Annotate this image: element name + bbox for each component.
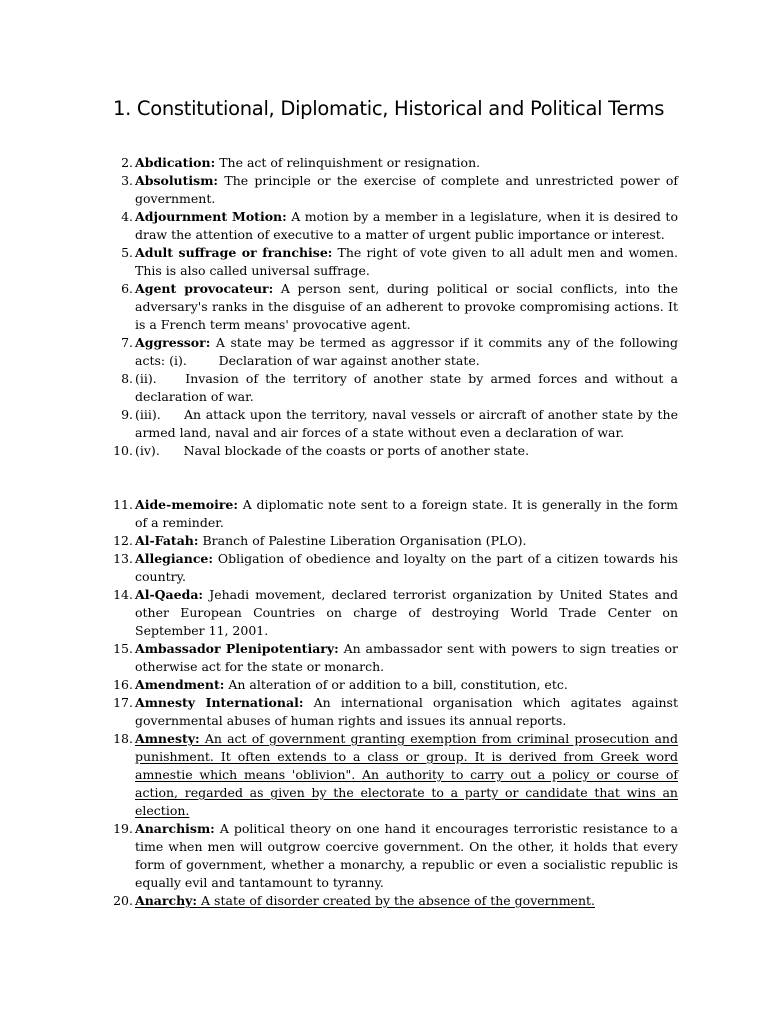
item-number: 8. [121,371,133,386]
definition: A state may be termed as aggressor if it commits any of the following acts: (i). Declaration of war against another state. [135,335,682,368]
list-item [104,532,678,550]
list-item [104,586,678,640]
item-number: 19. [113,821,133,836]
list-item [104,550,678,586]
list-item [104,208,678,244]
list-item [104,820,678,892]
spacer [104,460,678,496]
term: Al-Fatah: [135,533,199,548]
list-item [104,442,678,460]
term: Al-Qaeda: [135,587,204,602]
item-number: 5. [121,245,133,260]
term: Ambassador Plenipotentiary: [135,641,339,656]
list-item [104,640,678,676]
term: Amnesty: [135,731,200,746]
item-number: 20. [113,893,133,908]
item-number: 7. [121,335,133,350]
list-item [104,406,682,442]
definition: An act of government granting exemption from criminal prosecution and punishment. It often extends to a class or group. It is derived from Greek word amnestie which means 'oblivion". An authority to carry out a policy or course of action, regarded as given by the electorate to a party or candidate that wins an election. [135,731,678,818]
list-item [104,280,678,334]
item-number: 16. [113,677,133,692]
term: Amnesty International: [135,695,304,710]
definition: An alteration of or addition to a bill, constitution, etc. [228,677,568,692]
definition: A person sent, during political or social conflicts, into the adversary's ranks in the disguise of an adherent to provoke compromising actions. It is a French term means' provocative agent. [135,281,678,332]
term: Allegiance: [135,551,214,566]
item-number: 11. [113,497,133,512]
term: Adult suffrage or franchise: [135,245,333,260]
term: Aggressor: [135,335,211,350]
item-number: 15. [113,641,133,656]
definition: Obligation of obedience and loyalty on the part of a citizen towards his country. [135,551,678,584]
definition: A diplomatic note sent to a foreign state. It is generally in the form of a reminder. [135,497,678,530]
item-number: 3. [121,173,133,188]
definition: (ii). Invasion of the territory of another state by armed forces and without a declaration of war. [135,371,682,404]
term: Aide-memoire: [135,497,238,512]
term: Anarchism: [135,821,215,836]
definition: Jehadi movement, declared terrorist organization by United States and other European Countries on charge of destroying World Trade Center on September 11, 2001. [135,587,679,638]
item-number: 13. [113,551,133,566]
list-item [104,370,682,406]
list-item [104,496,678,532]
item-number: 17. [113,695,133,710]
list-item [104,676,678,694]
definition: (iii). An attack upon the territory, naval vessels or aircraft of another state by the armed land, naval and air forces of a state without even a declaration of war. [135,407,682,440]
item-number: 2. [121,155,133,170]
definition: (iv). Naval blockade of the coasts or ports of another state. [135,443,530,458]
item-number: 14. [113,587,133,602]
list-item [104,244,678,280]
list-item [104,892,678,910]
term: Agent provocateur: [135,281,274,296]
definition: An ambassador sent with powers to sign treaties or otherwise act for the state or monarch. [135,641,678,674]
item-number: 12. [113,533,133,548]
definition: Branch of Palestine Liberation Organisation (PLO). [202,533,527,548]
definition: The act of relinquishment or resignation. [219,155,481,170]
definition: An international organisation which agitates against governmental abuses of human rights and issues its annual reports. [135,695,678,728]
definition: The principle or the exercise of complete and unrestricted power of government. [135,173,678,206]
list-item [104,730,678,820]
item-number: 18. [113,731,133,746]
page-title: 1. Constitutional, Diplomatic, Historical and Political Terms [113,97,665,120]
item-number: 6. [121,281,133,296]
list-item [104,334,682,370]
term: Adjournment Motion: [135,209,287,224]
term: Amendment: [135,677,225,692]
term: Anarchy: [135,893,198,908]
list-item [104,172,678,208]
item-number: 4. [121,209,133,224]
term: Absolutism: [135,173,219,188]
definition: A motion by a member in a legislature, when it is desired to draw the attention of executive to a matter of urgent public importance or interest. [135,209,678,242]
definition: A state of disorder created by the absence of the government. [201,893,595,908]
item-number: 10. [113,443,133,458]
list-item [104,154,678,172]
item-number: 9. [121,407,133,422]
terms-list [104,154,682,910]
term: Abdication: [135,155,216,170]
definition: The right of vote given to all adult men and women. This is also called universal suffrage. [135,245,678,278]
list-item [104,694,678,730]
definition: A political theory on one hand it encourages terroristic resistance to a time when men will outgrow coercive government. On the other, it holds that every form of government, whether a monarchy, a republic or even a socialistic republic is equally evil and tantamount to tyranny. [135,821,678,890]
